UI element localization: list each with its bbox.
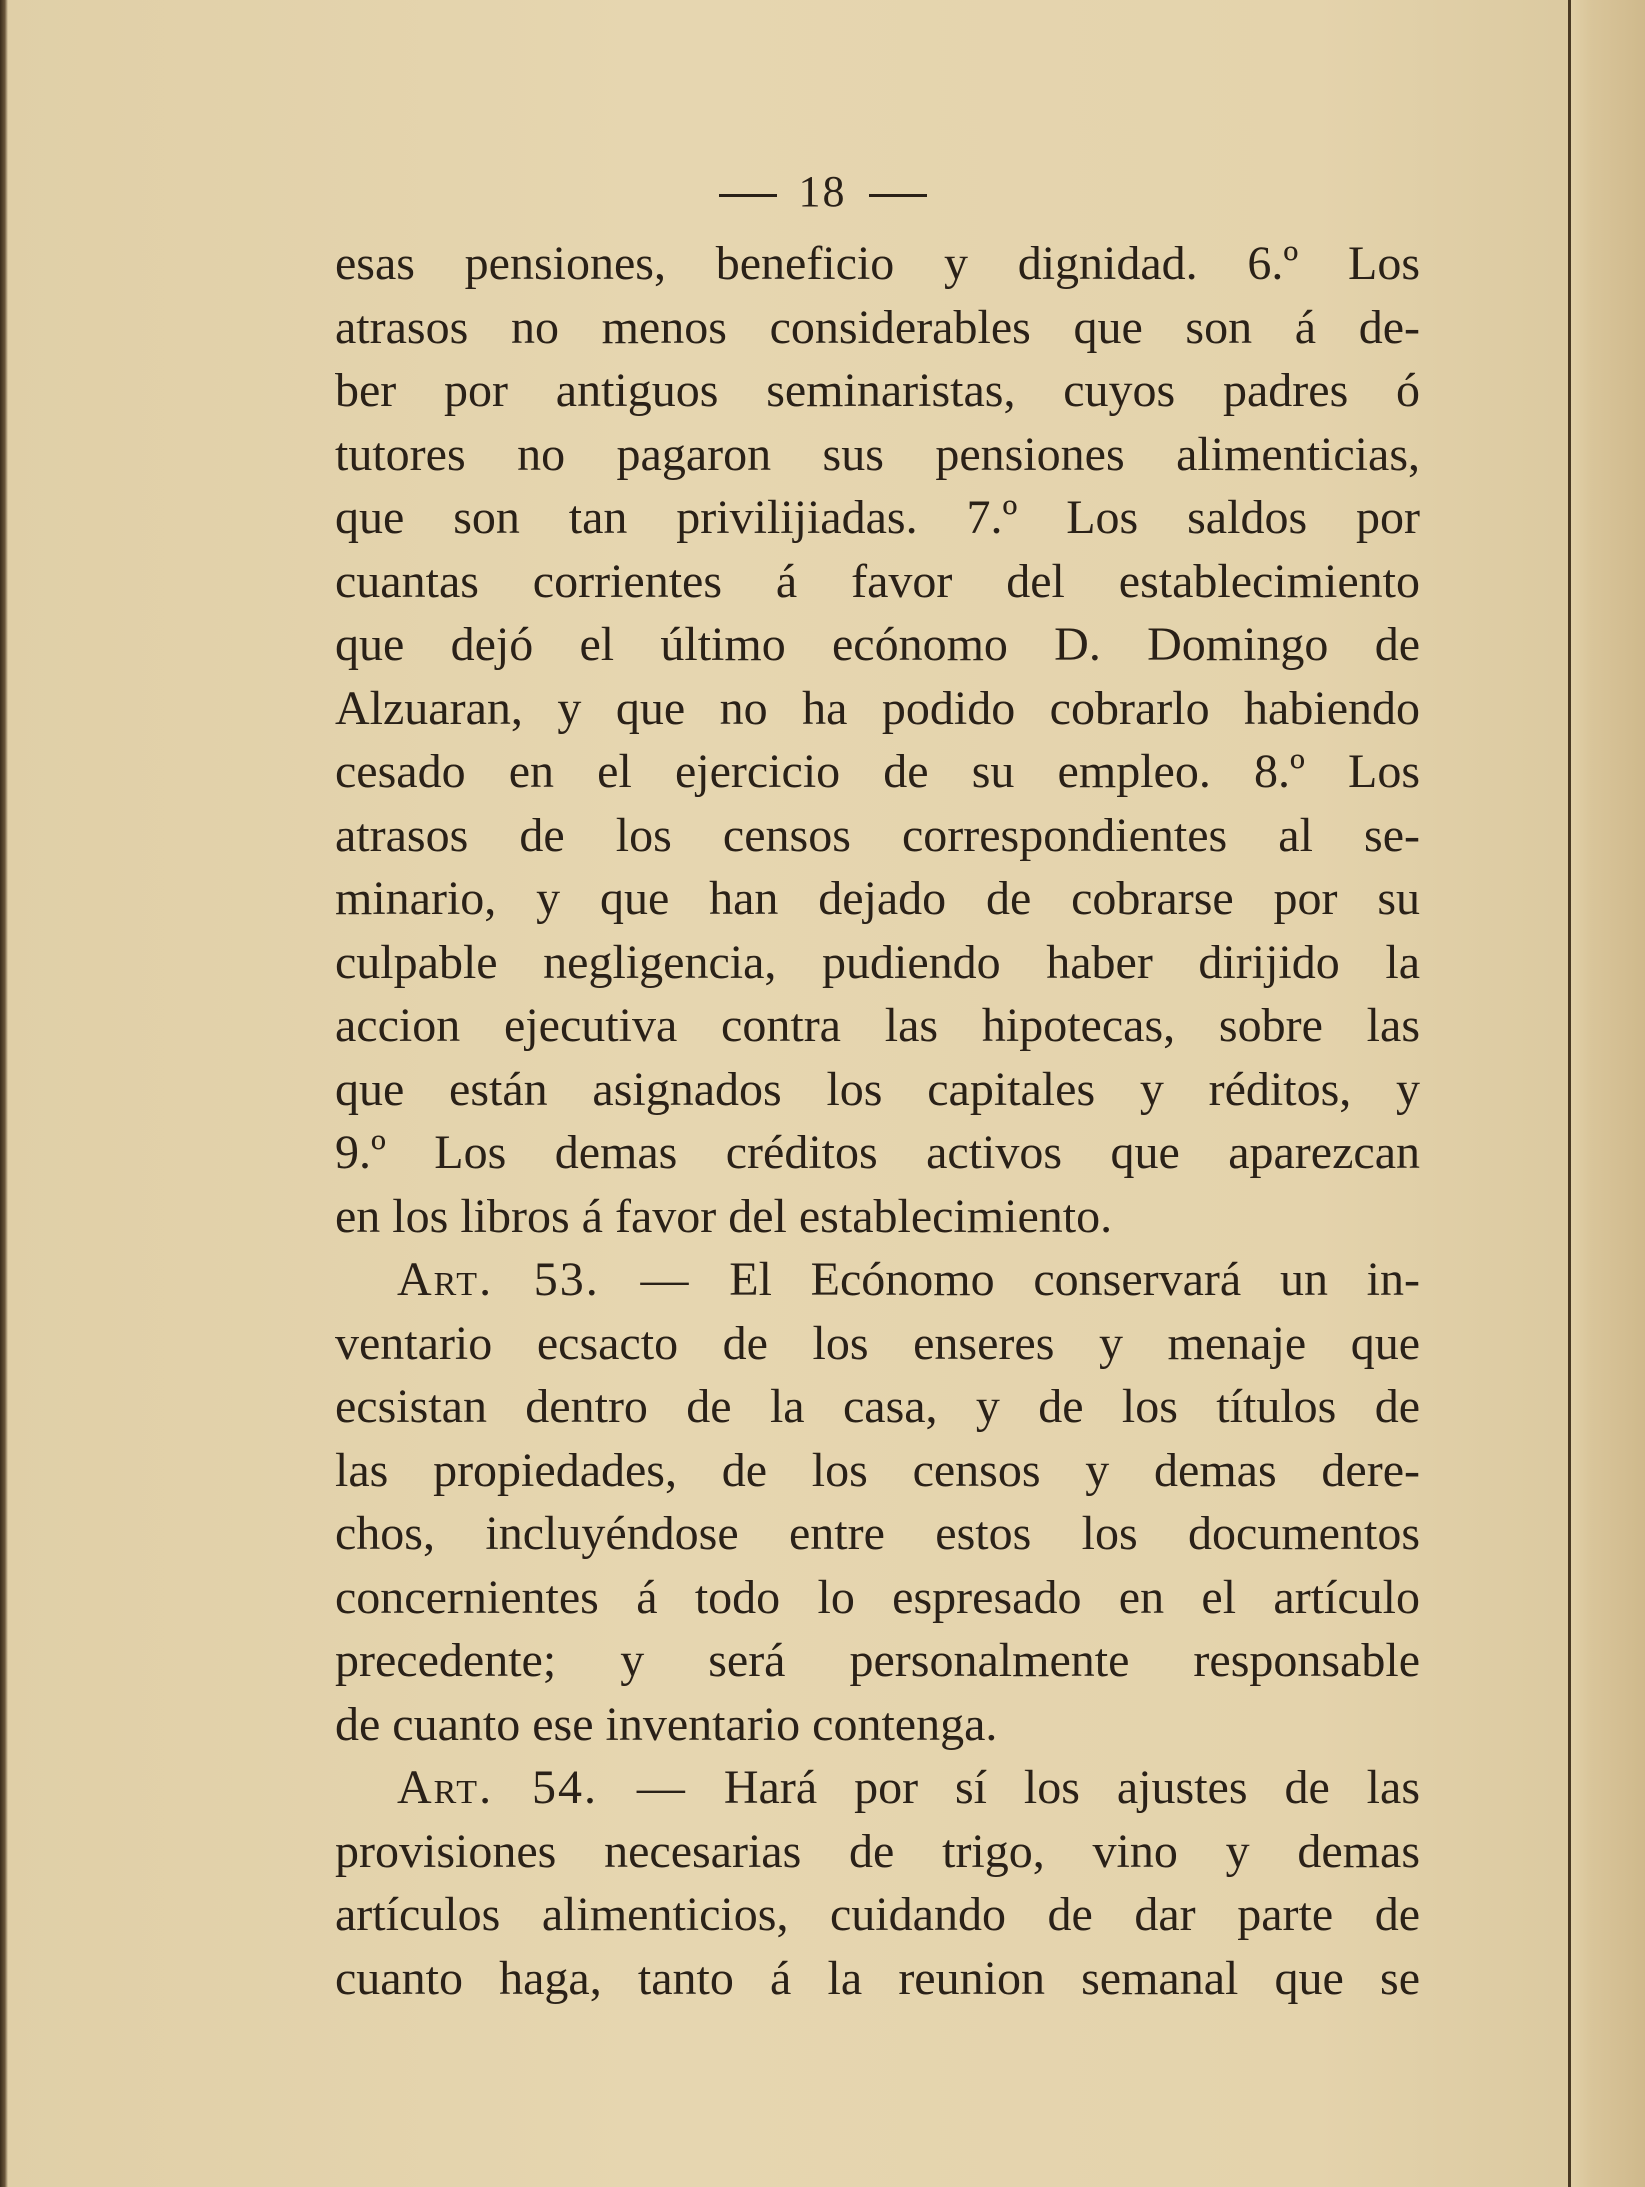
- text-line: atrasos no menos considerables que son á de-: [335, 300, 1420, 354]
- body-text: [335, 232, 1420, 2010]
- article-54-heading: Art. 54. —: [397, 1761, 687, 1814]
- text-line: tutores no pagaron sus pensiones alimenticias,: [335, 427, 1420, 481]
- text-line: ventario ecsacto de los enseres y menaje que: [335, 1316, 1420, 1370]
- header-dash-right: [869, 194, 927, 197]
- article-54-line: [335, 1756, 1420, 1820]
- text-line: cuanto haga, tanto á la reunion semanal que se: [335, 1951, 1420, 2005]
- text-line: minario, y que han dejado de cobrarse por su: [335, 872, 1420, 925]
- article-53-heading: Art. 53. —: [397, 1253, 691, 1306]
- text-line: El Ecónomo conservará un in-: [729, 1253, 1420, 1306]
- right-page-edge: [1568, 0, 1645, 2187]
- page-header: [0, 166, 1645, 217]
- text-line: que dejó el último ecónomo D. Domingo de: [335, 618, 1420, 671]
- left-binding-edge: [0, 0, 8, 2187]
- text-line: Alzuaran, y que no ha podido cobrarlo habiendo: [335, 681, 1420, 735]
- right-page-border: [1568, 0, 1571, 2187]
- text-line: culpable negligencia, pudiendo haber dirijido la: [335, 935, 1420, 989]
- text-line: Hará por sí los ajustes de las: [723, 1761, 1420, 1814]
- article-53-line: [335, 1248, 1420, 1312]
- text-line: artículos alimenticios, cuidando de dar parte de: [335, 1888, 1420, 1941]
- text-line: chos, incluyéndose entre estos los documentos: [335, 1507, 1420, 1560]
- text-line: en los libros á favor del establecimiento.: [335, 1189, 1113, 1243]
- page-number: 18: [798, 167, 847, 216]
- text-line: precedente; y será personalmente responsable: [335, 1634, 1420, 1687]
- text-line: esas pensiones, beneficio y dignidad. 6.º Los: [335, 237, 1420, 290]
- text-line: que son tan privilijiadas. 7.º Los saldos por: [335, 491, 1420, 544]
- text-line: cuantas corrientes á favor del establecimiento: [335, 554, 1420, 608]
- text-line: 9.º Los demas créditos activos que aparezcan: [335, 1126, 1420, 1179]
- text-line: ber por antiguos seminaristas, cuyos padres ó: [335, 364, 1420, 417]
- text-line: atrasos de los censos correspondientes al se-: [335, 808, 1420, 862]
- text-line: que están asignados los capitales y réditos, y: [335, 1062, 1420, 1116]
- text-line: ecsistan dentro de la casa, y de los títulos de: [335, 1380, 1420, 1433]
- text-line: las propiedades, de los censos y demas dere-: [335, 1443, 1420, 1497]
- text-line: concernientes á todo lo espresado en el artículo: [335, 1570, 1420, 1624]
- text-line: accion ejecutiva contra las hipotecas, sobre las: [335, 999, 1420, 1052]
- text-line: provisiones necesarias de trigo, vino y demas: [335, 1824, 1420, 1878]
- text-line: de cuanto ese inventario contenga.: [335, 1697, 998, 1751]
- text-line: cesado en el ejercicio de su empleo. 8.º Los: [335, 745, 1420, 798]
- header-dash-left: [719, 194, 777, 197]
